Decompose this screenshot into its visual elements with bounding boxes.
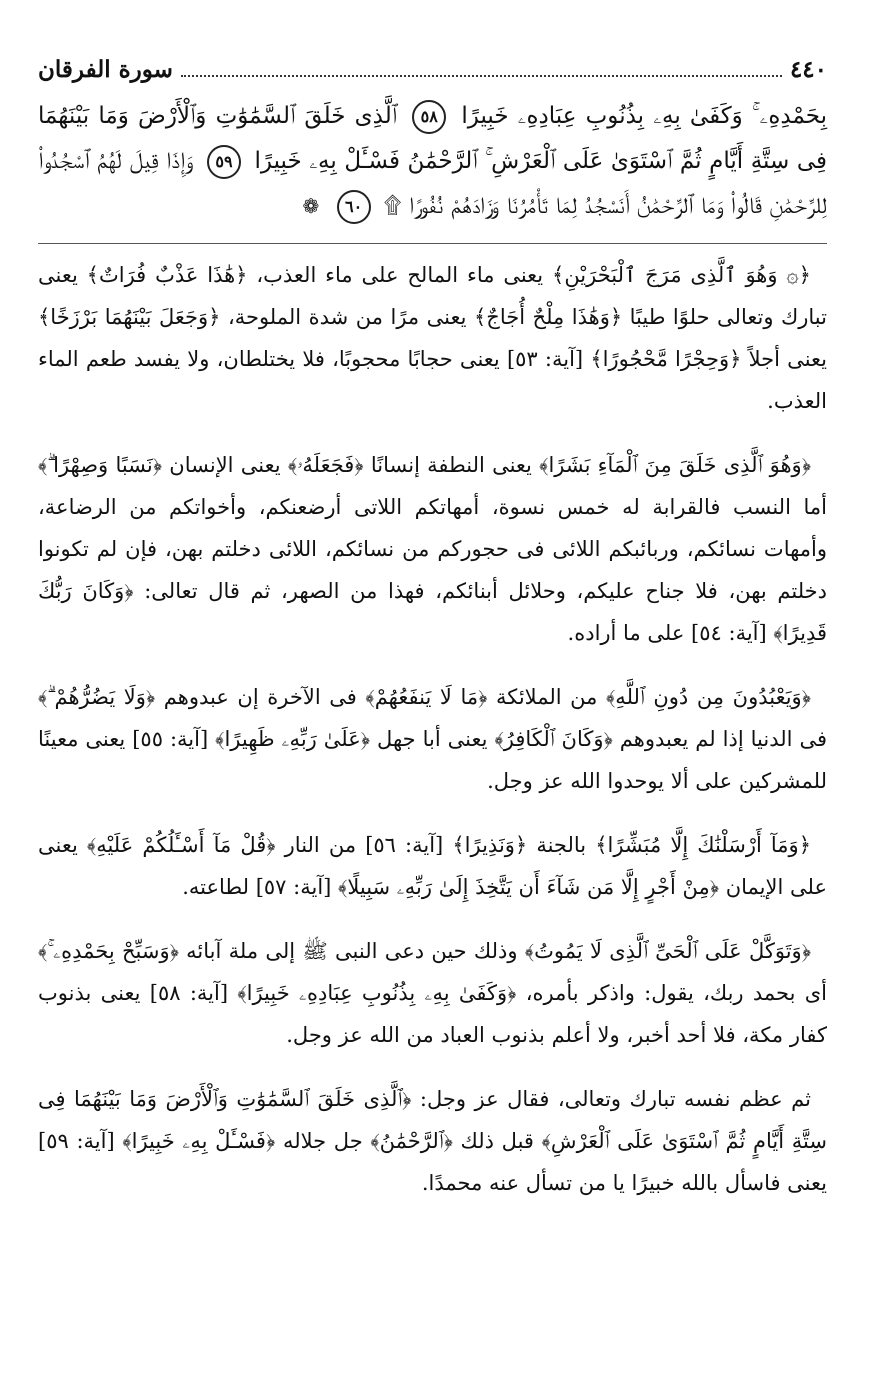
quran-verses	[38, 94, 827, 229]
commentary-paragraph: ﴿وَمَآ أَرْسَلْنَٰكَ إِلَّا مُبَشِّرًا﴾ بالجنة ﴿وَنَذِيرًا﴾ [آية: ٥٦] من النار ﴿قُلْ مَآ أَسْـَٔلُكُمْ عَلَيْهِ﴾ يعنى على الإيمان ﴿مِنْ أَجْرٍ إِلَّا مَن شَآءَ أَن يَتَّخِذَ إِلَىٰ رَبِّهِۦ سَبِيلًا﴾ [آية: ٥٧] لطاعته.	[38, 833, 827, 899]
page-header	[38, 50, 827, 90]
commentary-paragraph: ﴿وَهُوَ ٱلَّذِى خَلَقَ مِنَ ٱلْمَآءِ بَشَرًا﴾ يعنى النطفة إنسانًا ﴿فَجَعَلَهُۥ﴾ يعنى الإنسان ﴿نَسَبًا وَصِهْرًا ۗ﴾ أما النسب فالقرابة له خمس نسوة، أمهاتكم اللاتى أرضعنكم، وأخواتكم من الرضاعة، وأمهات نسائكم، وربائبكم اللائى فى حجوركم من نسائكم، اللائى دخلتم بهن، فإن لم تكونوا دخلتم بهن، فلا جناح عليكم، وحلائل أبنائكم، فهذا من الصهر، ثم قال تعالى: ﴿وَكَانَ رَبُّكَ قَدِيرًا﴾ [آية: ٥٤] على ما أراده.	[38, 453, 827, 645]
page-number: ٤٤٠	[789, 56, 827, 83]
ayah-marker-59: ٥٩	[207, 145, 241, 179]
verse-end-ornament-icon: ❁	[302, 194, 320, 218]
commentary-paragraph: ثم عظم نفسه تبارك وتعالى، فقال عز وجل: ﴿ٱلَّذِى خَلَقَ ٱلسَّمَٰوَٰتِ وَٱلْأَرْضَ وَمَا بَيْنَهُمَا فِى سِتَّةِ أَيَّامٍ ثُمَّ ٱسْتَوَىٰ عَلَى ٱلْعَرْشِ﴾ قبل ذلك ﴿ٱلرَّحْمَٰنُ﴾ جل جلاله ﴿فَسْـَٔلْ بِهِۦ خَبِيرًا﴾ [آية: ٥٩] يعنى فاسأل بالله خبيرًا يا من تسأل عنه محمدًا.	[38, 1087, 827, 1195]
section-divider	[38, 243, 827, 244]
sura-name: سورة الفرقان	[38, 56, 173, 83]
verse-text: وَإِذَا قِيلَ لَهُمُ ٱسْجُدُوا۟ لِلرَّحْمَٰنِ قَالُوا۟ وَمَا ٱلرَّحْمَٰنُ أَنَسْجُدُ لِمَا تَأْمُرُنَا وَزَادَهُمْ نُفُورًا ۩	[38, 148, 827, 219]
commentary-paragraph: ﴿وَيَعْبُدُونَ مِن دُونِ ٱللَّهِ﴾ من الملائكة ﴿مَا لَا يَنفَعُهُمْ﴾ فى الآخرة إن عبدوهم ﴿وَلَا يَضُرُّهُمْ ۗ﴾ فى الدنيا إذا لم يعبدوهم ﴿وَكَانَ ٱلْكَافِرُ﴾ يعنى أبا جهل ﴿عَلَىٰ رَبِّهِۦ ظَهِيرًا﴾ [آية: ٥٥] يعنى معينًا للمشركين على ألا يوحدوا الله عز وجل.	[38, 685, 828, 793]
verse-text: بِحَمْدِهِۦ ۚ وَكَفَىٰ بِهِۦ بِذُنُوبِ عِبَادِهِۦ خَبِيرًا	[461, 103, 828, 129]
ayah-marker-58: ٥٨	[412, 100, 446, 134]
commentary-paragraph: ﴿وَتَوَكَّلْ عَلَى ٱلْحَىِّ ٱلَّذِى لَا يَمُوتُ﴾ وذلك حين دعى النبى ﷺ إلى ملة آبائه ﴿وَسَبِّحْ بِحَمْدِهِۦ ۚ﴾ أى بحمد ربك، يقول: واذكر بأمره، ﴿وَكَفَىٰ بِهِۦ بِذُنُوبِ عِبَادِهِۦ خَبِيرًا﴾ [آية: ٥٨] يعنى بذنوب كفار مكة، فلا أحد أخبر، ولا أعلم بذنوب العباد من الله عز وجل.	[38, 939, 827, 1047]
ayah-marker-60: ٦٠	[337, 190, 371, 224]
verse-text: ٱلَّذِى خَلَقَ ٱلسَّمَٰوَٰتِ وَٱلْأَرْضَ وَمَا بَيْنَهُمَا فِى سِتَّةِ أَيَّامٍ ثُمَّ ٱسْتَوَىٰ عَلَى ٱلْعَرْشِ ۚ ٱلرَّحْمَٰنُ فَسْـَٔلْ بِهِۦ خَبِيرًا	[38, 103, 828, 174]
header-dotted-leader	[181, 74, 782, 77]
commentary-paragraph: ﴿۞ وَهُوَ ٱلَّذِى مَرَجَ ٱلْبَحْرَيْنِ﴾ يعنى ماء المالح على ماء العذب، ﴿هَٰذَا عَذْبٌ فُرَاتٌ﴾ يعنى تبارك وتعالى حلوًا طيبًا ﴿وَهَٰذَا مِلْحٌ أُجَاجٌ﴾ يعنى مرًا من شدة الملوحة، ﴿وَجَعَلَ بَيْنَهُمَا بَرْزَخًا﴾ يعنى أجلاً ﴿وَحِجْرًا مَّحْجُورًا﴾ [آية: ٥٣] يعنى حجابًا محجوبًا، فلا يختلطان، ولا يفسد طعم الماء العذب.	[38, 263, 828, 413]
